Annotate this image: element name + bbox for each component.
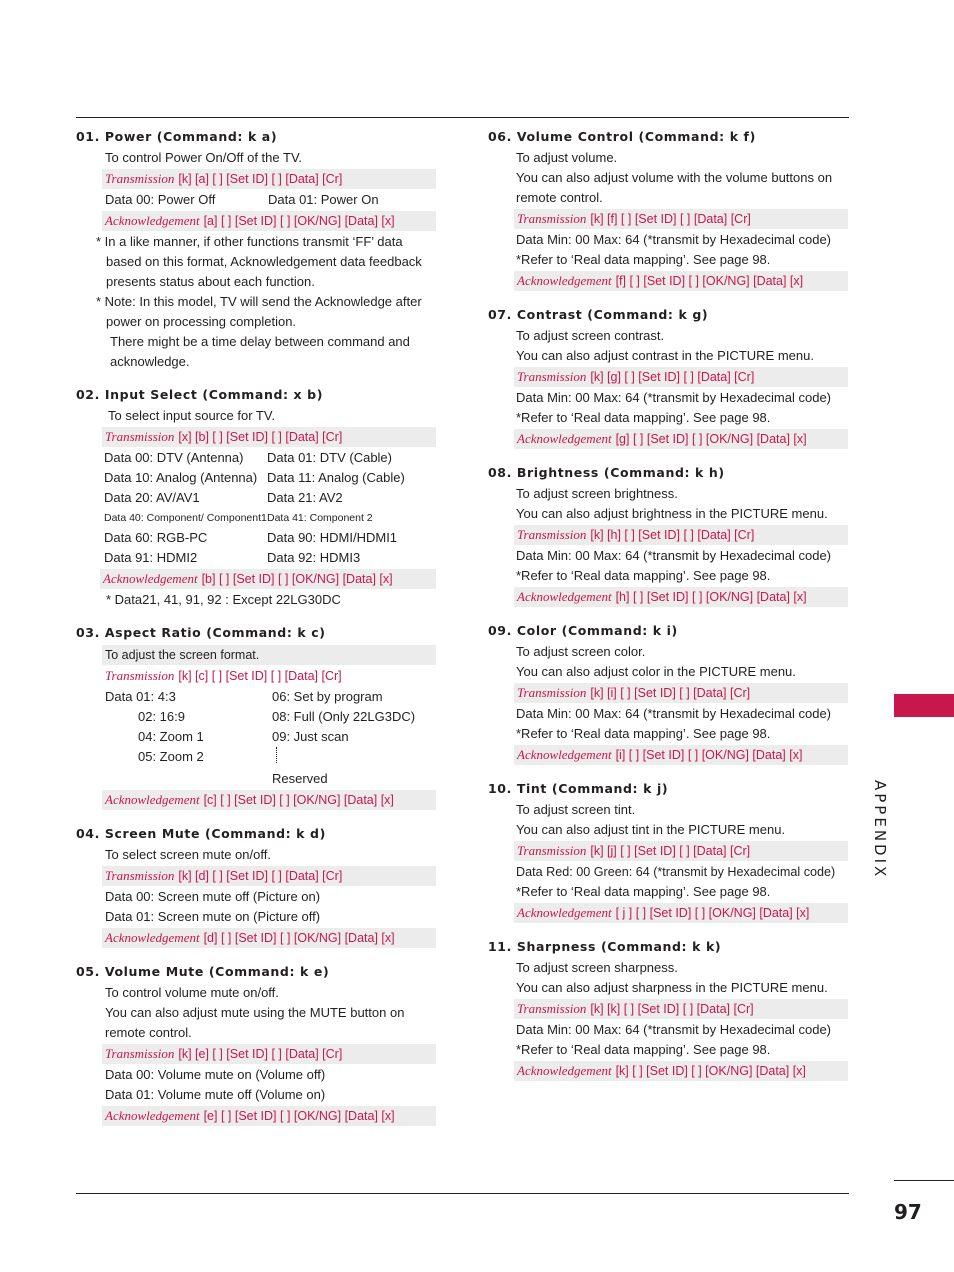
acknowledgement-format: [d] [ ] [Set ID] [ ] [OK/NG] [Data] [x] xyxy=(203,931,395,945)
data-value: Data 00: Power Off xyxy=(105,192,216,207)
data-row xyxy=(76,548,436,568)
acknowledgement-format: [a] [ ] [Set ID] [ ] [OK/NG] [Data] [x] xyxy=(203,214,395,228)
data-value: Data 11: Analog (Cable) xyxy=(267,470,405,485)
section-description: To control volume mute on/off. xyxy=(105,985,279,1000)
description-text: To adjust the screen format. xyxy=(105,648,260,662)
section-title: 11. Sharpness (Command: k k) xyxy=(488,939,722,954)
transmission-row xyxy=(514,209,848,229)
reference-note: *Refer to ‘Real data mapping’. See page 98. xyxy=(516,1042,771,1057)
note: * Note: In this model, TV will send the Acknowledge after power on processing completion. xyxy=(96,294,422,329)
data-value: 02: 16:9 xyxy=(138,709,185,724)
acknowledgement-row xyxy=(514,587,848,607)
transmission-label: Transmission xyxy=(517,843,587,858)
section-description: To adjust screen color. xyxy=(516,644,646,659)
transmission-row xyxy=(514,525,848,545)
acknowledgement-label: Acknowledgement xyxy=(105,930,200,945)
acknowledgement-label: Acknowledgement xyxy=(517,273,612,288)
acknowledgement-format: [c] [ ] [Set ID] [ ] [OK/NG] [Data] [x] xyxy=(203,793,394,807)
transmission-format: [k] [g] [ ] [Set ID] [ ] [Data] [Cr] xyxy=(590,370,755,384)
transmission-row xyxy=(102,1044,436,1064)
transmission-format: [k] [e] [ ] [Set ID] [ ] [Data] [Cr] xyxy=(178,1047,343,1061)
transmission-row xyxy=(514,683,848,703)
note: * In a like manner, if other functions transmit ‘FF’ data based on this format, Acknowledgement data feedback presents status about each function. xyxy=(96,234,422,289)
section-description: To adjust screen contrast. xyxy=(516,328,665,343)
transmission-row xyxy=(514,841,848,861)
data-value: 09: Just scan xyxy=(272,729,349,744)
acknowledgement-label: Acknowledgement xyxy=(517,431,612,446)
section-volume-control xyxy=(488,126,848,291)
transmission-label: Transmission xyxy=(105,1046,175,1061)
section-aspect-ratio xyxy=(76,622,436,810)
acknowledgement-format: [f] [ ] [Set ID] [ ] [OK/NG] [Data] [x] xyxy=(615,274,804,288)
data-value: Data 21: AV2 xyxy=(267,490,343,505)
data-value: Data 41: Component 2 xyxy=(267,512,373,524)
transmission-format: [k] [d] [ ] [Set ID] [ ] [Data] [Cr] xyxy=(178,869,343,883)
section-input-select xyxy=(76,384,436,610)
transmission-format: [k] [i] [ ] [Set ID] [ ] [Data] [Cr] xyxy=(590,686,751,700)
data-value: Data 91: HDMI2 xyxy=(104,550,198,565)
section-contrast xyxy=(488,304,848,449)
section-description: You can also adjust volume with the volume buttons on remote control. xyxy=(516,170,833,205)
page-number-rule xyxy=(894,1180,954,1181)
section-title: 03. Aspect Ratio (Command: k c) xyxy=(76,625,326,640)
transmission-format: [x] [b] [ ] [Set ID] [ ] [Data] [Cr] xyxy=(178,430,343,444)
acknowledgement-row xyxy=(514,1061,848,1081)
section-description: To adjust volume. xyxy=(516,150,618,165)
transmission-label: Transmission xyxy=(105,668,175,683)
reference-note: *Refer to ‘Real data mapping’. See page 98. xyxy=(516,884,771,899)
data-row xyxy=(76,747,436,769)
reference-note: *Refer to ‘Real data mapping’. See page 98. xyxy=(516,252,771,267)
top-rule xyxy=(76,117,849,118)
section-description: To select screen mute on/off. xyxy=(105,847,271,862)
transmission-label: Transmission xyxy=(517,685,587,700)
data-row xyxy=(76,508,436,528)
section-description: You can also adjust sharpness in the PICTURE menu. xyxy=(516,980,828,995)
data-value: Data 90: HDMI/HDMI1 xyxy=(267,530,398,545)
reference-note: *Refer to ‘Real data mapping’. See page 98. xyxy=(516,726,771,741)
appendix-side-label: APPENDIX xyxy=(871,780,889,880)
reference-note: *Refer to ‘Real data mapping’. See page 98. xyxy=(516,568,771,583)
transmission-label: Transmission xyxy=(517,369,587,384)
transmission-format: [k] [c] [ ] [Set ID] [ ] [Data] [Cr] xyxy=(178,669,342,683)
appendix-tab-marker xyxy=(894,694,954,717)
transmission-format: [k] [h] [ ] [Set ID] [ ] [Data] [Cr] xyxy=(590,528,755,542)
data-value: Data 60: RGB-PC xyxy=(104,530,208,545)
data-value: 06: Set by program xyxy=(272,689,383,704)
data-value: Data 92: HDMI3 xyxy=(267,550,361,565)
data-value: 04: Zoom 1 xyxy=(138,729,204,744)
note: There might be a time delay between command and acknowledge. xyxy=(110,334,410,369)
transmission-label: Transmission xyxy=(517,1001,587,1016)
reference-note: *Refer to ‘Real data mapping’. See page 98. xyxy=(516,410,771,425)
section-screen-mute xyxy=(76,823,436,948)
section-description: To select input source for TV. xyxy=(108,408,275,423)
section-power xyxy=(76,126,436,372)
acknowledgement-label: Acknowledgement xyxy=(517,905,612,920)
transmission-row xyxy=(102,427,436,447)
data-row xyxy=(76,190,436,210)
transmission-label: Transmission xyxy=(517,527,587,542)
data-value: Data 01: Power On xyxy=(268,192,379,207)
acknowledgement-format: [e] [ ] [Set ID] [ ] [OK/NG] [Data] [x] xyxy=(203,1109,395,1123)
acknowledgement-row xyxy=(514,271,848,291)
transmission-label: Transmission xyxy=(517,211,587,226)
transmission-row xyxy=(102,169,436,189)
acknowledgement-label: Acknowledgement xyxy=(105,213,200,228)
section-sharpness xyxy=(488,936,848,1081)
section-description: You can also adjust contrast in the PICTURE menu. xyxy=(516,348,814,363)
data-range: Data Min: 00 Max: 64 (*transmit by Hexadecimal code) xyxy=(516,390,832,405)
section-description: To control Power On/Off of the TV. xyxy=(105,150,303,165)
section-description: You can also adjust brightness in the PICTURE menu. xyxy=(516,506,828,521)
acknowledgement-label: Acknowledgement xyxy=(105,1108,200,1123)
data-row xyxy=(76,468,436,488)
acknowledgement-label: Acknowledgement xyxy=(517,589,612,604)
data-value: Data 00: Screen mute off (Picture on) xyxy=(105,889,321,904)
transmission-row xyxy=(102,666,436,686)
data-value: 08: Full (Only 22LG3DC) xyxy=(272,709,416,724)
acknowledgement-format: [h] [ ] [Set ID] [ ] [OK/NG] [Data] [x] xyxy=(615,590,807,604)
data-value: Reserved xyxy=(272,771,328,786)
section-title: 02. Input Select (Command: x b) xyxy=(76,387,324,402)
section-color xyxy=(488,620,848,765)
data-row xyxy=(76,707,436,727)
section-title: 05. Volume Mute (Command: k e) xyxy=(76,964,330,979)
data-value: Data 00: DTV (Antenna) xyxy=(104,450,244,465)
section-title: 04. Screen Mute (Command: k d) xyxy=(76,826,326,841)
acknowledgement-format: [g] [ ] [Set ID] [ ] [OK/NG] [Data] [x] xyxy=(615,432,807,446)
acknowledgement-label: Acknowledgement xyxy=(105,792,200,807)
section-description: To adjust screen tint. xyxy=(516,802,636,817)
section-tint xyxy=(488,778,848,923)
acknowledgement-label: Acknowledgement xyxy=(103,571,198,586)
note: * Data21, 41, 91, 92 : Except 22LG30DC xyxy=(106,592,341,607)
data-value: Data 01: 4:3 xyxy=(105,689,176,704)
data-row xyxy=(76,727,436,747)
acknowledgement-row xyxy=(102,1106,436,1126)
acknowledgement-format: [i] [ ] [Set ID] [ ] [OK/NG] [Data] [x] xyxy=(615,748,803,762)
data-value: 05: Zoom 2 xyxy=(138,749,204,764)
section-brightness xyxy=(488,462,848,607)
acknowledgement-format: [ j ] [ ] [Set ID] [ ] [OK/NG] [Data] [x] xyxy=(615,906,810,920)
data-value: Data 20: AV/AV1 xyxy=(104,490,200,505)
transmission-label: Transmission xyxy=(105,868,175,883)
section-description: To adjust screen brightness. xyxy=(516,486,678,501)
section-title: 10. Tint (Command: k j) xyxy=(488,781,669,796)
data-row xyxy=(76,769,436,789)
page-number: 97 xyxy=(894,1200,922,1224)
right-column xyxy=(488,126,848,1082)
section-description: You can also adjust tint in the PICTURE menu. xyxy=(516,822,786,837)
data-value: Data 01: DTV (Cable) xyxy=(267,450,392,465)
data-value: Data 01: Volume mute off (Volume on) xyxy=(105,1087,326,1102)
data-row xyxy=(76,687,436,707)
data-row xyxy=(76,488,436,508)
transmission-format: [k] [k] [ ] [Set ID] [ ] [Data] [Cr] xyxy=(590,1002,754,1016)
transmission-format: [k] [f] [ ] [Set ID] [ ] [Data] [Cr] xyxy=(590,212,751,226)
acknowledgement-row xyxy=(102,790,436,810)
acknowledgement-row xyxy=(100,569,436,589)
vertical-ellipsis xyxy=(272,747,279,769)
acknowledgement-row xyxy=(102,211,436,231)
acknowledgement-label: Acknowledgement xyxy=(517,1063,612,1078)
transmission-format: [k] [j] [ ] [Set ID] [ ] [Data] [Cr] xyxy=(590,844,751,858)
section-description: You can also adjust color in the PICTURE menu. xyxy=(516,664,796,679)
acknowledgement-row xyxy=(514,745,848,765)
bottom-rule xyxy=(76,1193,849,1194)
section-title: 01. Power (Command: k a) xyxy=(76,129,278,144)
data-value: Data 00: Volume mute on (Volume off) xyxy=(105,1067,326,1082)
data-range: Data Min: 00 Max: 64 (*transmit by Hexadecimal code) xyxy=(516,1022,832,1037)
section-title: 07. Contrast (Command: k g) xyxy=(488,307,709,322)
data-range: Data Red: 00 Green: 64 (*transmit by Hexadecimal code) xyxy=(516,865,836,879)
left-column xyxy=(76,126,436,1127)
data-row xyxy=(76,448,436,468)
data-range: Data Min: 00 Max: 64 (*transmit by Hexadecimal code) xyxy=(516,706,832,721)
data-value: Data 10: Analog (Antenna) xyxy=(104,470,258,485)
data-value: Data 40: Component/ Component1 xyxy=(104,512,267,524)
data-row xyxy=(76,528,436,548)
data-range: Data Min: 00 Max: 64 (*transmit by Hexadecimal code) xyxy=(516,232,832,247)
acknowledgement-label: Acknowledgement xyxy=(517,747,612,762)
transmission-row xyxy=(514,367,848,387)
section-title: 09. Color (Command: k i) xyxy=(488,623,678,638)
data-value: Data 01: Screen mute on (Picture off) xyxy=(105,909,321,924)
section-description xyxy=(102,645,436,665)
transmission-label: Transmission xyxy=(105,429,175,444)
acknowledgement-row xyxy=(514,903,848,923)
transmission-row xyxy=(102,866,436,886)
transmission-format: [k] [a] [ ] [Set ID] [ ] [Data] [Cr] xyxy=(178,172,343,186)
section-volume-mute xyxy=(76,961,436,1126)
section-title: 08. Brightness (Command: k h) xyxy=(488,465,725,480)
section-description: You can also adjust mute using the MUTE button on remote control. xyxy=(105,1005,405,1040)
transmission-label: Transmission xyxy=(105,171,175,186)
acknowledgement-format: [k] [ ] [Set ID] [ ] [OK/NG] [Data] [x] xyxy=(615,1064,806,1078)
section-title: 06. Volume Control (Command: k f) xyxy=(488,129,756,144)
section-description: To adjust screen sharpness. xyxy=(516,960,678,975)
data-range: Data Min: 00 Max: 64 (*transmit by Hexadecimal code) xyxy=(516,548,832,563)
transmission-row xyxy=(514,999,848,1019)
acknowledgement-row xyxy=(102,928,436,948)
acknowledgement-format: [b] [ ] [Set ID] [ ] [OK/NG] [Data] [x] xyxy=(201,572,393,586)
acknowledgement-row xyxy=(514,429,848,449)
